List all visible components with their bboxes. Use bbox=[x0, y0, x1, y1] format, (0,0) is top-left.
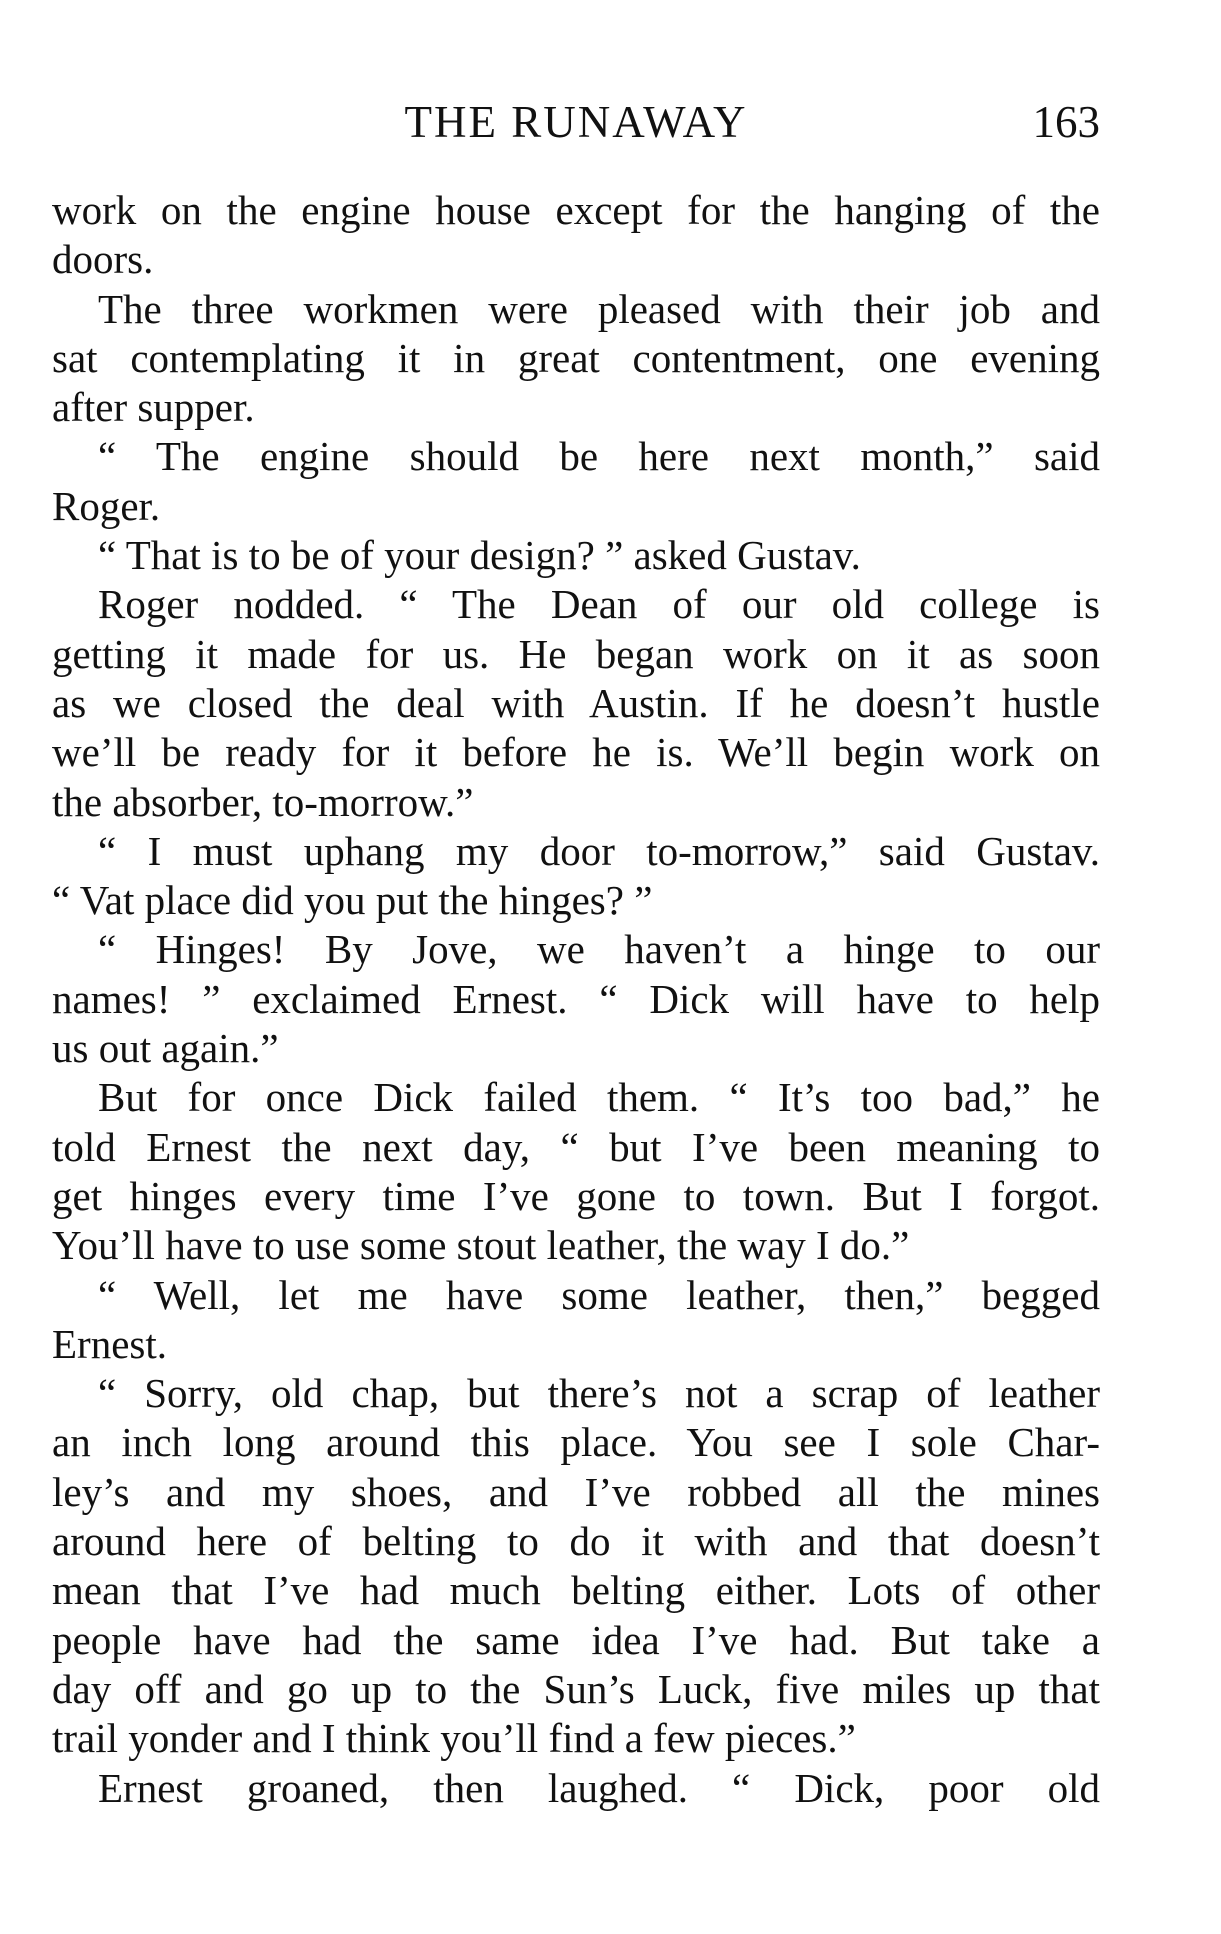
text-line: Ernest. bbox=[52, 1320, 167, 1367]
text-line: told Ernest the next day, “ but I’ve been meaning to bbox=[52, 1123, 1100, 1170]
text-line: “ I must uphang my door to-morrow,” said Gustav. bbox=[98, 827, 1100, 874]
text-line: “ That is to be of your design? ” asked Gustav. bbox=[98, 532, 861, 579]
text-line: But for once Dick failed them. “ It’s too bad,” he bbox=[98, 1074, 1100, 1121]
text-line: “ Hinges! By Jove, we haven’t a hinge to our bbox=[98, 926, 1100, 973]
text-line: getting it made for us. He began work on it as soon bbox=[52, 630, 1100, 677]
page-number: 163 bbox=[1032, 97, 1100, 147]
text-line: ley’s and my shoes, and I’ve robbed all the mines bbox=[52, 1468, 1100, 1515]
text-line: You’ll have to use some stout leather, the way I do.” bbox=[52, 1222, 910, 1269]
text-line: trail yonder and I think you’ll find a few pieces.” bbox=[52, 1715, 856, 1762]
text-line: as we closed the deal with Austin. If he doesn’t hustle bbox=[52, 679, 1100, 726]
text-line: “ Sorry, old chap, but there’s not a scrap of leather bbox=[98, 1370, 1100, 1417]
text-line: Roger nodded. “ The Dean of our old college is bbox=[98, 581, 1100, 628]
text-line: “ The engine should be here next month,” said bbox=[98, 433, 1100, 480]
text-line: people have had the same idea I’ve had. But take a bbox=[52, 1616, 1100, 1663]
text-line: work on the engine house except for the hanging of the bbox=[52, 187, 1100, 233]
text-line: the absorber, to-morrow.” bbox=[52, 778, 474, 825]
text-line: mean that I’ve had much belting either. Lots of other bbox=[52, 1567, 1100, 1614]
running-head-title: THE RUNAWAY bbox=[404, 97, 748, 147]
body-text bbox=[52, 186, 1100, 1813]
text-line: sat contemplating it in great contentment, one evening bbox=[52, 334, 1100, 381]
text-line: day off and go up to the Sun’s Luck, five miles up that bbox=[52, 1665, 1100, 1712]
text-line: “ Vat place did you put the hinges? ” bbox=[52, 877, 653, 924]
running-head bbox=[52, 96, 1100, 156]
text-line: The three workmen were pleased with their job and bbox=[98, 285, 1100, 332]
text-line: Ernest groaned, then laughed. “ Dick, poor old bbox=[98, 1764, 1100, 1811]
text-line: doors. bbox=[52, 236, 154, 283]
text-line: an inch long around this place. You see I sole Char- bbox=[52, 1419, 1100, 1466]
text-line: “ Well, let me have some leather, then,” begged bbox=[98, 1271, 1100, 1318]
text-line: us out again.” bbox=[52, 1025, 279, 1072]
text-line: around here of belting to do it with and that doesn’t bbox=[52, 1518, 1100, 1565]
text-line: after supper. bbox=[52, 384, 255, 431]
text-line: names! ” exclaimed Ernest. “ Dick will have to help bbox=[52, 975, 1100, 1022]
text-line: we’ll be ready for it before he is. We’ll begin work on bbox=[52, 729, 1100, 776]
text-line: get hinges every time I’ve gone to town. But I forgot. bbox=[52, 1172, 1100, 1219]
text-line: Roger. bbox=[52, 482, 161, 529]
